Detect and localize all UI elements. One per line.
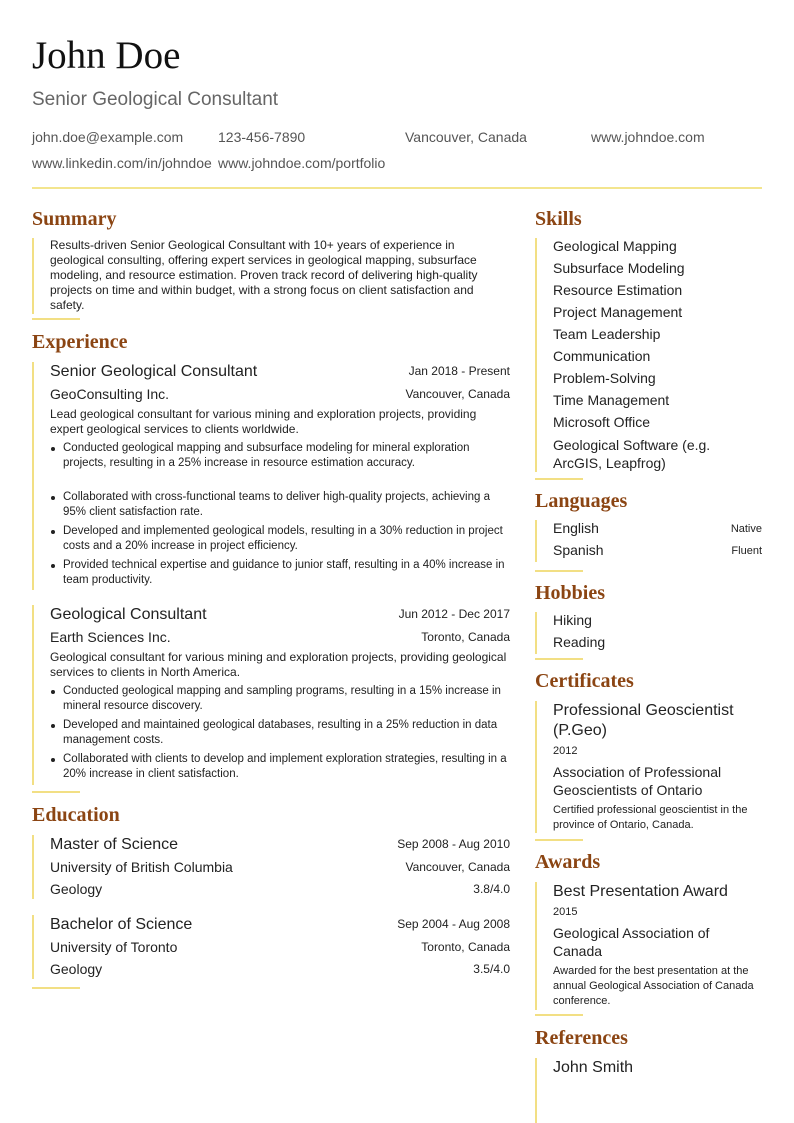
job-description: Geological consultant for various mining and exploration projects, providing geological services to clients in North America. (50, 650, 507, 679)
job-title: Senior Geological Consultant (32, 89, 279, 110)
skill-item: Project Management (553, 304, 683, 320)
gpa: 3.8/4.0 (473, 882, 510, 896)
skill-item: Problem-Solving (553, 370, 656, 386)
certificate-year: 2012 (553, 745, 578, 757)
job-bullet: Provided technical expertise and guidance to junior staff, resulting in a 40% increase in team productivity. (63, 559, 505, 586)
awards-heading: Awards (535, 851, 601, 873)
summary-heading: Summary (32, 208, 117, 230)
field-of-study: Geology (50, 961, 103, 977)
skills-divider (535, 478, 583, 480)
job-bullet: Collaborated with cross-functional teams to deliver high-quality projects, achieving a 95% client satisfaction rate. (63, 491, 490, 518)
education-accent-bar (32, 835, 34, 899)
skill-item: Geological Software (e.g. ArcGIS, Leapfrog) (553, 437, 711, 471)
hobbies-divider (535, 658, 583, 660)
job-description: Lead geological consultant for various mining and exploration projects, providing expert geological services to clients worldwide. (50, 407, 477, 436)
skills-accent-bar (535, 238, 537, 472)
certificate-name: Professional Geoscientist (P.Geo) (553, 702, 734, 739)
bullet-dot-icon (51, 758, 55, 762)
summary-accent-bar (32, 238, 34, 314)
hobbies-heading: Hobbies (535, 582, 606, 604)
job-role: Senior Geological Consultant (50, 363, 258, 380)
degree-name: Bachelor of Science (50, 916, 193, 933)
skill-item: Communication (553, 348, 651, 364)
education-heading: Education (32, 804, 120, 826)
award-issuer: Geological Association of Canada (553, 925, 710, 959)
job-company: Earth Sciences Inc. (50, 629, 171, 645)
job-bullet: Conducted geological mapping and sampling programs, resulting in a 15% increase in mineral resource discovery. (63, 685, 501, 712)
contact-location: Vancouver, Canada (405, 129, 527, 145)
references-heading: References (535, 1027, 628, 1049)
experience-accent-bar (32, 362, 34, 590)
header-divider (32, 187, 762, 189)
award-name: Best Presentation Award (553, 883, 728, 900)
reference-name: John Smith (553, 1059, 634, 1076)
job-bullet: Conducted geological mapping and subsurface modeling for mineral exploration projects, resulting in a 25% increase in resource estimation accuracy. (63, 442, 470, 469)
education-accent-bar (32, 915, 34, 979)
contact-linkedin[interactable]: www.linkedin.com/in/johndoe (32, 155, 212, 171)
bullet-dot-icon (51, 564, 55, 568)
skill-item: Geological Mapping (553, 238, 677, 254)
skill-item: Subsurface Modeling (553, 260, 685, 276)
bullet-dot-icon (51, 724, 55, 728)
summary-text: Results-driven Senior Geological Consultant with 10+ years of experience in geological consulting, offering expert services in geological mapping, subsurface modeling, and resource estimation. Proven track record of delivering high-quality projects on time and within budget, with a strong focus on client satisfaction and safety. (50, 238, 478, 312)
job-company: GeoConsulting Inc. (50, 386, 170, 402)
experience-accent-bar (32, 605, 34, 785)
job-dates: Jan 2018 - Present (408, 364, 510, 378)
award-description: Awarded for the best presentation at the annual Geological Association of Canada conference. (553, 965, 754, 1007)
job-location: Vancouver, Canada (405, 387, 510, 401)
certificates-accent-bar (535, 701, 537, 833)
degree-dates: Sep 2008 - Aug 2010 (397, 837, 510, 851)
bullet-dot-icon (51, 496, 55, 500)
school-name: University of Toronto (50, 939, 178, 955)
certificate-issuer: Association of Professional Geoscientists of Ontario (553, 764, 722, 798)
job-location: Toronto, Canada (421, 630, 510, 644)
school-location: Vancouver, Canada (405, 860, 510, 874)
contact-portfolio[interactable]: www.johndoe.com/portfolio (218, 155, 386, 171)
candidate-name: John Doe (32, 34, 181, 77)
certificates-divider (535, 839, 583, 841)
language-name: English (553, 520, 599, 536)
field-of-study: Geology (50, 881, 103, 897)
skill-item: Team Leadership (553, 326, 661, 342)
bullet-dot-icon (51, 690, 55, 694)
language-level: Native (730, 523, 762, 535)
contact-website[interactable]: www.johndoe.com (591, 129, 705, 145)
gpa: 3.5/4.0 (473, 962, 510, 976)
skills-heading: Skills (535, 208, 582, 230)
summary-divider (32, 318, 80, 320)
degree-name: Master of Science (50, 836, 179, 853)
language-level: Fluent (731, 545, 762, 557)
hobby-item: Reading (553, 634, 606, 650)
experience-divider (32, 791, 80, 793)
job-bullet: Developed and implemented geological models, resulting in a 30% reduction in project costs and a 20% increase in project efficiency. (63, 525, 503, 552)
school-name: University of British Columbia (50, 859, 233, 875)
certificate-description: Certified professional geoscientist in the province of Ontario, Canada. (553, 804, 748, 831)
bullet-dot-icon (51, 447, 55, 451)
job-bullet: Developed and maintained geological databases, resulting in a 25% reduction in data management costs. (63, 719, 498, 746)
award-year: 2015 (553, 906, 578, 918)
hobby-item: Hiking (553, 612, 592, 628)
degree-dates: Sep 2004 - Aug 2008 (397, 917, 510, 931)
references-accent-bar (535, 1058, 537, 1123)
education-divider (32, 987, 80, 989)
job-bullet: Collaborated with clients to develop and implement exploration strategies, resulting in a 20% increase in client satisfaction. (63, 753, 507, 780)
bullet-dot-icon (51, 530, 55, 534)
hobbies-accent-bar (535, 612, 537, 654)
contact-phone[interactable]: 123-456-7890 (218, 129, 306, 145)
awards-accent-bar (535, 882, 537, 1010)
skill-item: Time Management (553, 392, 670, 408)
languages-heading: Languages (535, 490, 628, 512)
languages-accent-bar (535, 520, 537, 562)
contact-email[interactable]: john.doe@example.com (32, 129, 184, 145)
school-location: Toronto, Canada (421, 940, 510, 954)
awards-divider (535, 1014, 583, 1016)
skill-item: Microsoft Office (553, 414, 650, 430)
job-dates: Jun 2012 - Dec 2017 (398, 607, 510, 621)
job-role: Geological Consultant (50, 606, 207, 623)
experience-heading: Experience (32, 331, 128, 353)
certificates-heading: Certificates (535, 670, 634, 692)
skill-item: Resource Estimation (553, 282, 683, 298)
language-name: Spanish (553, 542, 604, 558)
languages-divider (535, 570, 583, 572)
